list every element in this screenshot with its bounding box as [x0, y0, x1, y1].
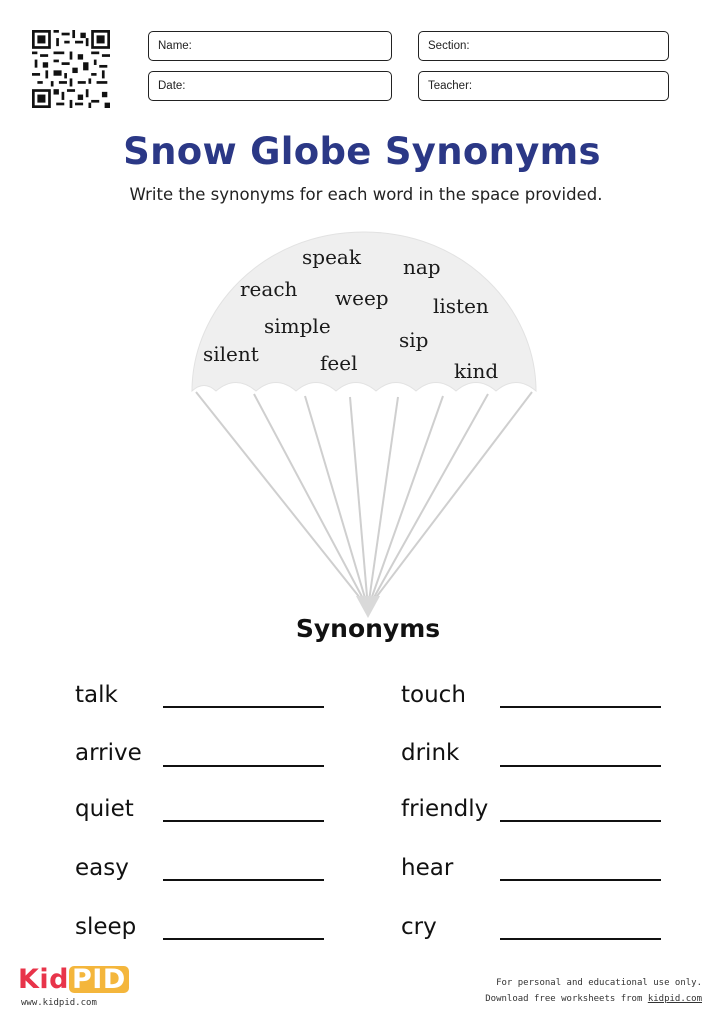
answer-blank[interactable]	[163, 820, 324, 822]
answer-blank[interactable]	[500, 765, 661, 767]
answer-blank[interactable]	[500, 879, 661, 881]
logo-url: www.kidpid.com	[21, 998, 97, 1008]
footer-note	[485, 975, 702, 1007]
word-label: friendly	[401, 796, 489, 822]
answer-blank[interactable]	[500, 820, 661, 822]
date-label: Date:	[158, 80, 186, 92]
word-label: hear	[401, 855, 454, 881]
globe-word: weep	[335, 286, 389, 310]
word-label: easy	[75, 855, 129, 881]
page-title: Snow Globe Synonyms	[123, 130, 601, 173]
globe-word: kind	[454, 359, 499, 383]
word-label: touch	[401, 682, 466, 708]
globe-word: speak	[302, 245, 361, 269]
answer-blank[interactable]	[163, 938, 324, 940]
globe-word: sip	[399, 328, 429, 352]
footer-line-1: For personal and educational use only.	[496, 978, 702, 988]
word-label: cry	[401, 914, 437, 940]
globe-strings	[196, 392, 532, 608]
word-label: quiet	[75, 796, 134, 822]
answer-blank[interactable]	[500, 938, 661, 940]
synonyms-heading: Synonyms	[295, 614, 441, 643]
word-label: drink	[401, 740, 460, 766]
word-label: sleep	[75, 914, 137, 940]
globe-word: silent	[203, 342, 259, 366]
teacher-label: Teacher:	[428, 80, 473, 92]
footer-link[interactable]: kidpid.com	[647, 994, 702, 1004]
answer-blank[interactable]	[163, 879, 324, 881]
globe-word: nap	[403, 255, 441, 279]
answer-blank[interactable]	[163, 706, 324, 708]
section-label: Section:	[428, 40, 470, 52]
word-label: arrive	[75, 740, 142, 766]
footer-line-2-prefix: Download free worksheets from	[485, 994, 648, 1004]
kidpid-logo	[18, 966, 129, 993]
word-label: talk	[75, 682, 118, 708]
globe-word: reach	[240, 277, 298, 301]
answer-blank[interactable]	[500, 706, 661, 708]
globe-word: simple	[264, 314, 331, 338]
logo-pid: PID	[69, 966, 129, 993]
logo-kid: Kid	[18, 964, 70, 995]
instructions: Write the synonyms for each word in the space provided.	[129, 185, 603, 204]
globe-word: listen	[433, 294, 489, 318]
globe-word: feel	[320, 351, 358, 375]
answer-blank[interactable]	[163, 765, 324, 767]
name-label: Name:	[158, 40, 192, 52]
footer-line-2	[485, 991, 702, 1007]
